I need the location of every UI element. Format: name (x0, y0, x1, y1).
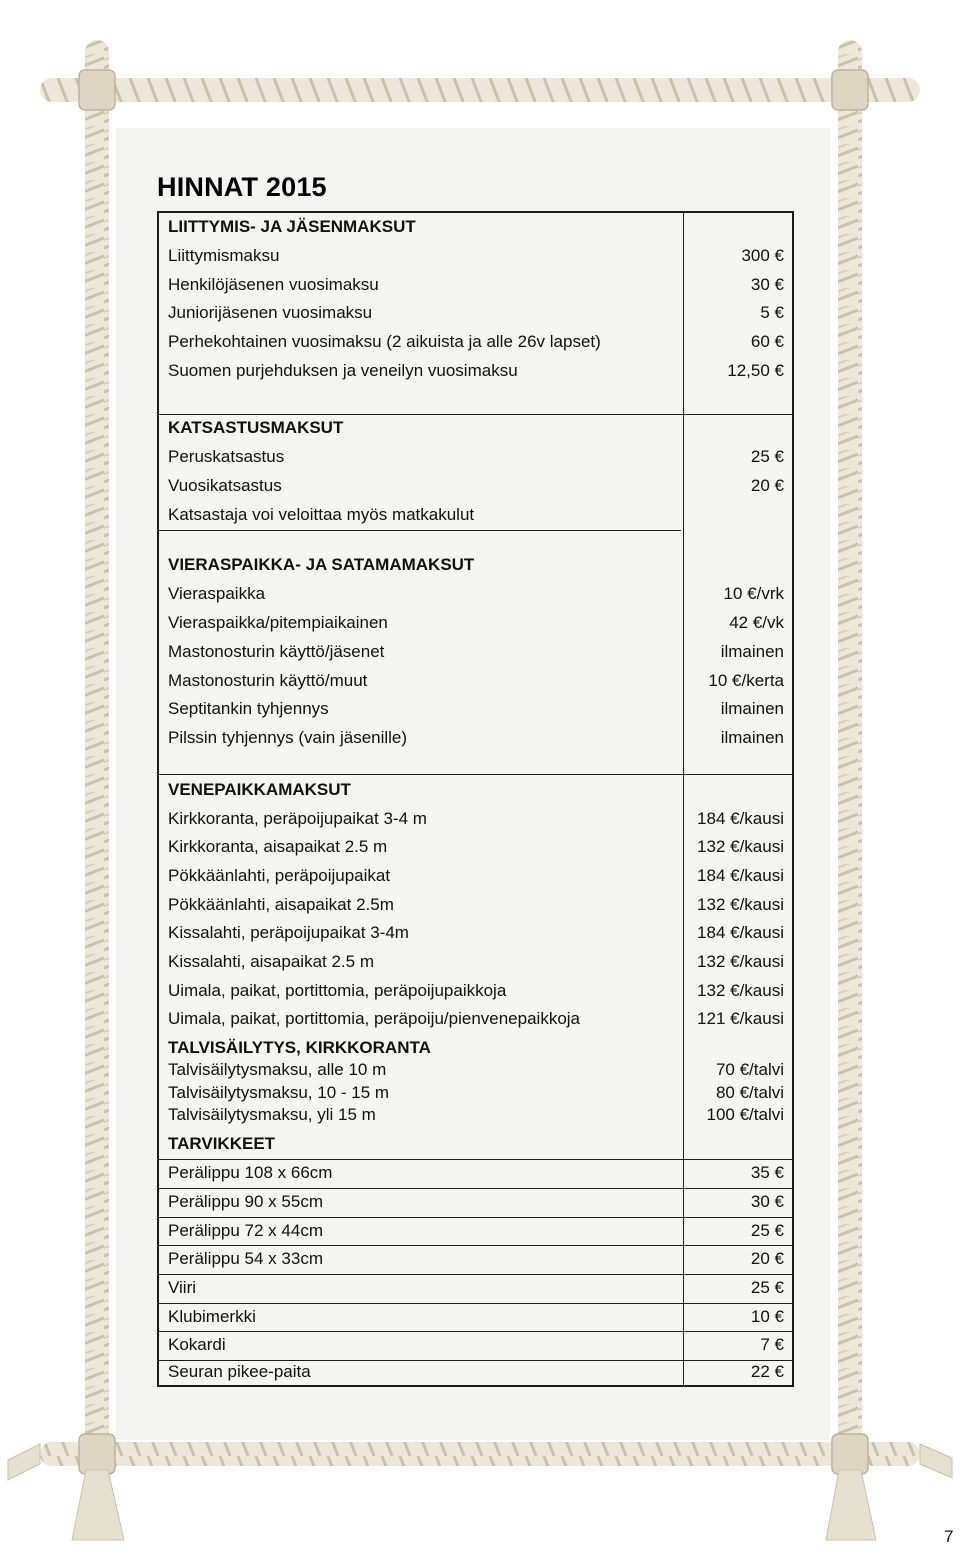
row-value: 10 €/vrk (723, 584, 784, 603)
price-row (159, 891, 792, 920)
price-row (159, 242, 792, 271)
row-label: Kirkkoranta, peräpoijupaikat 3-4 m (168, 809, 427, 828)
row-value: 5 € (760, 303, 784, 323)
price-row (159, 1159, 792, 1188)
row-label: Talvisäilytysmaksu, alle 10 m (168, 1060, 387, 1079)
row-value: 30 € (750, 274, 784, 294)
row-label: Viiri (168, 1278, 197, 1297)
row-value: 25 € (750, 1278, 784, 1297)
price-row (159, 580, 792, 609)
price-row (159, 1358, 792, 1387)
price-row (159, 1188, 792, 1217)
row-value: 22 € (750, 1362, 784, 1381)
row-label: Klubimerkki (168, 1307, 256, 1326)
row-label: Kissalahti, aisapaikat 2.5 m (168, 952, 374, 971)
price-row (159, 1274, 792, 1303)
page-number: 7 (944, 1527, 954, 1546)
row-value: 20 € (750, 476, 784, 495)
price-row (159, 1303, 792, 1332)
row-value: 132 €/kausi (697, 895, 784, 914)
row-label: Vieraspaikka/pitempiaikainen (168, 613, 388, 632)
row-value: 132 €/kausi (697, 837, 784, 856)
row-label: Peruskatsastus (168, 447, 285, 466)
price-row (159, 948, 792, 977)
row-label: Perälippu 54 x 33cm (168, 1249, 323, 1268)
row-label: Perälippu 72 x 44cm (168, 1221, 323, 1240)
price-row (159, 805, 792, 834)
section-heading (159, 776, 792, 805)
tassel-left (72, 1470, 124, 1540)
row-value: 25 € (750, 1221, 784, 1240)
row-label: Mastonosturin käyttö/jäsenet (168, 642, 385, 661)
price-row (159, 1104, 792, 1127)
price-row (159, 609, 792, 638)
row-value: ilmainen (720, 699, 784, 718)
price-row (159, 833, 792, 862)
row-value: 60 € (750, 332, 784, 352)
knot-bottom-right (832, 1434, 868, 1474)
row-label: Pilssin tyhjennys (vain jäsenille) (168, 728, 408, 747)
price-row (159, 1005, 792, 1034)
row-label: Uimala, paikat, portittomia, peräpoiju/pienvenepaikkoja (168, 1009, 581, 1028)
price-row (159, 862, 792, 891)
row-value: 121 €/kausi (697, 1009, 784, 1028)
row-value: 184 €/kausi (697, 923, 784, 942)
price-table (157, 211, 794, 1387)
price-row (159, 328, 792, 357)
price-row (159, 724, 792, 753)
section-heading (159, 213, 792, 242)
row-label: Uimala, paikat, portittomia, peräpoijupaikkoja (168, 981, 507, 1000)
row-label: Talvisäilytysmaksu, yli 15 m (168, 1105, 376, 1124)
price-row (159, 271, 792, 300)
rope-left (85, 40, 109, 1520)
row-value: 35 € (750, 1163, 784, 1182)
row-value: 30 € (750, 1192, 784, 1211)
row-value: ilmainen (720, 642, 784, 661)
row-value: 184 €/kausi (697, 866, 784, 885)
row-value: 300 € (741, 245, 784, 265)
price-row (159, 443, 792, 472)
row-value: 42 €/vk (729, 613, 784, 632)
section-heading-text: TARVIKKEET (168, 1134, 276, 1153)
row-label: Kissalahti, peräpoijupaikat 3-4m (168, 923, 409, 942)
price-row (159, 919, 792, 948)
rope-top (40, 78, 920, 102)
row-label: Pökkäänlahti, peräpoijupaikat (168, 866, 391, 885)
knot-top-left (79, 70, 115, 110)
row-value: ilmainen (720, 728, 784, 747)
page-title: HINNAT 2015 (157, 172, 327, 202)
price-row (159, 1082, 792, 1105)
row-label: Talvisäilytysmaksu, 10 - 15 m (168, 1083, 390, 1102)
row-label: Septitankin tyhjennys (168, 699, 329, 718)
knot-bottom-left (79, 1434, 115, 1474)
row-label: Kirkkoranta, aisapaikat 2.5 m (168, 837, 388, 856)
tassel-bottom-right-end (920, 1444, 952, 1478)
row-value: 10 €/kerta (708, 671, 784, 690)
price-row (159, 638, 792, 667)
section-heading-text: TALVISÄILYTYS, KIRKKORANTA (168, 1038, 431, 1057)
tassel-right (826, 1470, 876, 1540)
row-label: Seuran pikee-paita (168, 1362, 311, 1381)
price-row (159, 501, 792, 530)
row-label: Suomen purjehduksen ja veneilyn vuosimaksu (168, 361, 518, 380)
knot-top-right (832, 70, 868, 110)
row-value: 184 €/kausi (697, 809, 784, 828)
section-heading-text: VIERASPAIKKA- JA SATAMAMAKSUT (168, 555, 475, 574)
row-value: 70 €/talvi (715, 1060, 784, 1079)
section-heading-text: VENEPAIKKAMAKSUT (168, 780, 351, 799)
row-value: 132 €/kausi (697, 981, 784, 1000)
price-row (159, 1217, 792, 1246)
row-label: Perhekohtainen vuosimaksu (2 aikuista ja alle 26v lapset) (168, 332, 601, 352)
tassel-bottom-left-end (8, 1444, 40, 1480)
price-row (159, 1331, 792, 1360)
row-label: Juniorijäsenen vuosimaksu (168, 303, 373, 323)
section-heading (159, 1130, 792, 1159)
row-label: Vieraspaikka (168, 584, 266, 603)
row-value: 12,50 € (727, 361, 784, 380)
row-value: 10 € (750, 1307, 784, 1326)
row-value: 20 € (750, 1249, 784, 1268)
rope-right (838, 40, 862, 1520)
section-separator (159, 530, 681, 531)
row-value: 7 € (760, 1335, 784, 1354)
row-label: Henkilöjäsenen vuosimaksu (168, 274, 379, 294)
row-label: Kokardi (168, 1335, 226, 1354)
row-value: 100 €/talvi (706, 1105, 784, 1124)
row-label: Liittymismaksu (168, 245, 280, 265)
section-heading (159, 551, 792, 580)
section-separator (159, 774, 792, 775)
row-label: Katsastaja voi veloittaa myös matkakulut (168, 505, 475, 524)
row-label: Pökkäänlahti, aisapaikat 2.5m (168, 895, 394, 914)
price-row (159, 1245, 792, 1274)
price-row (159, 695, 792, 724)
row-label: Perälippu 108 x 66cm (168, 1163, 333, 1182)
row-value: 25 € (750, 447, 784, 466)
price-row (159, 357, 792, 386)
price-row (159, 299, 792, 328)
row-value: 80 €/talvi (715, 1083, 784, 1102)
row-label: Mastonosturin käyttö/muut (168, 671, 368, 690)
row-label: Perälippu 90 x 55cm (168, 1192, 323, 1211)
price-row (159, 977, 792, 1006)
rope-bottom (40, 1442, 920, 1466)
section-heading-text: KATSASTUSMAKSUT (168, 418, 344, 437)
price-row (159, 1059, 792, 1082)
row-label: Vuosikatsastus (168, 476, 282, 495)
section-heading (159, 414, 792, 443)
section-heading (159, 1037, 792, 1060)
price-row (159, 472, 792, 501)
row-value: 132 €/kausi (697, 952, 784, 971)
price-row (159, 667, 792, 696)
section-heading-text: LIITTYMIS- JA JÄSENMAKSUT (168, 217, 416, 236)
